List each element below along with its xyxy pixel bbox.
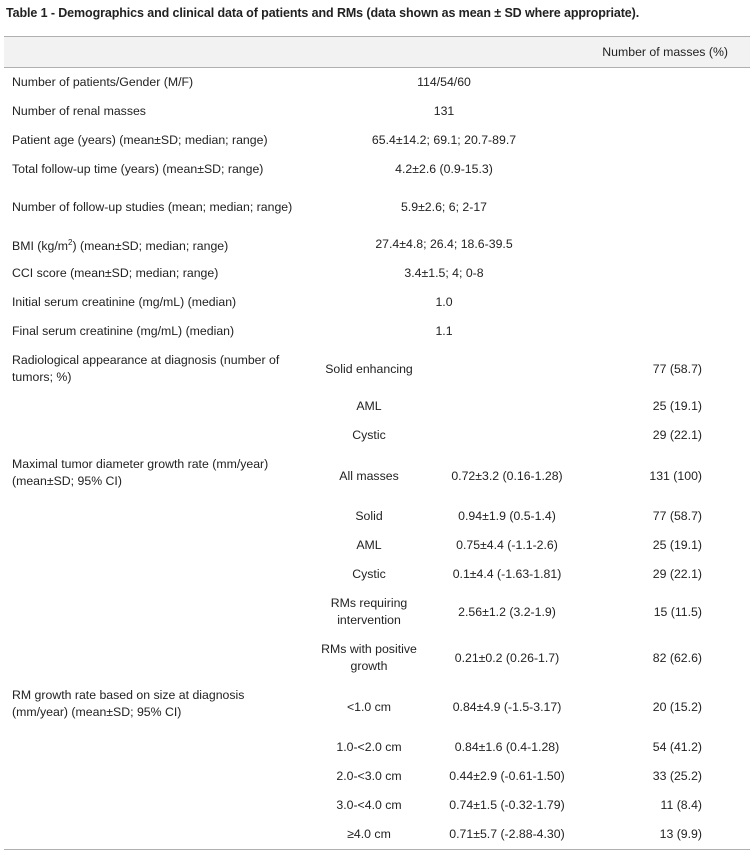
header-col-number-of-masses: Number of masses (%) <box>582 37 750 68</box>
table-row <box>4 392 750 421</box>
table-row <box>4 68 750 98</box>
row-subgroup: Cystic <box>352 428 386 442</box>
row-subgroup: 1.0-<2.0 cm <box>336 740 402 754</box>
row-subgroup: Cystic <box>352 567 386 581</box>
table-header-row <box>4 37 750 68</box>
row-value: 0.84±4.9 (-1.5-3.17) <box>452 699 562 714</box>
row-count: 25 (19.1) <box>652 399 702 413</box>
table-row <box>4 502 750 531</box>
row-value: 2.56±1.2 (3.2-1.9) <box>458 604 556 619</box>
row-label: Number of renal masses <box>12 104 146 118</box>
row-value: 0.84±1.6 (0.4-1.28) <box>454 740 560 754</box>
row-label: Initial serum creatinine (mg/mL) (median) <box>12 295 237 309</box>
row-count: 77 (58.7) <box>652 509 702 523</box>
row-value: 1.1 <box>435 324 453 338</box>
table-row <box>4 762 750 791</box>
table-row <box>4 346 750 392</box>
row-subgroup: All masses <box>339 468 399 483</box>
header-col-value <box>432 37 582 68</box>
row-count: 15 (11.5) <box>653 604 702 619</box>
row-label: RM growth rate based on size at diagnosis (mm/year) (mean±SD; 95% CI) <box>12 688 245 719</box>
table-row <box>4 155 750 184</box>
table-row <box>4 259 750 288</box>
header-col-parameter <box>4 37 306 68</box>
row-count: 33 (25.2) <box>652 769 702 783</box>
row-label: Number of follow-up studies (mean; median; range) <box>12 199 293 214</box>
row-label: CCI score (mean±SD; median; range) <box>12 266 219 280</box>
demographics-table <box>4 36 750 850</box>
row-count: 29 (22.1) <box>652 567 702 581</box>
table-row <box>4 184 750 230</box>
header-col-subgroup <box>306 37 432 68</box>
row-label: BMI $(kg/m^2)$ (mean±SD; median; range) <box>12 237 229 254</box>
row-value: 0.74±1.5 (-0.32-1.79) <box>449 798 565 812</box>
table-row <box>4 733 750 762</box>
table-row <box>4 450 750 502</box>
row-count: 20 (15.2) <box>652 699 702 714</box>
row-value: 0.75±4.4 (-1.1-2.6) <box>456 538 558 552</box>
row-value: 1.0 <box>435 295 453 309</box>
row-count: 13 (9.9) <box>582 820 750 850</box>
table-row <box>4 288 750 317</box>
table-row <box>4 230 750 259</box>
row-count: 25 (19.1) <box>652 538 702 552</box>
row-value: 0.94±1.9 (0.5-1.4) <box>458 509 556 523</box>
row-count: 82 (62.6) <box>652 650 702 665</box>
row-count: 131 (100) <box>649 468 702 483</box>
table-row <box>4 97 750 126</box>
table-caption: Table 1 - Demographics and clinical data of patients and RMs (data shown as mean ± SD where appropriate). <box>6 6 640 20</box>
row-subgroup: ≥4.0 cm <box>306 820 432 850</box>
row-label: Maximal tumor diameter growth rate (mm/year) (mean±SD; 95% CI) <box>12 457 269 488</box>
row-value: 0.71±5.7 (-2.88-4.30) <box>432 820 582 850</box>
row-value: 131 <box>433 104 455 118</box>
table-row <box>4 820 750 850</box>
row-subgroup: AML <box>356 399 382 413</box>
row-label: Final serum creatinine (mg/mL) (median) <box>12 324 235 338</box>
row-subgroup: Solid enhancing <box>325 361 413 376</box>
table-row <box>4 791 750 820</box>
table-row <box>4 681 750 733</box>
row-value <box>432 421 582 450</box>
table-row <box>4 421 750 450</box>
row-subgroup: AML <box>356 538 382 552</box>
row-value: 65.4±14.2; 69.1; 20.7-89.7 <box>371 133 517 147</box>
row-subgroup: RMs with positive growth <box>321 642 417 673</box>
table-row <box>4 589 750 635</box>
row-value: 0.1±4.4 (-1.63-1.81) <box>452 567 562 581</box>
row-count: 11 (8.4) <box>660 798 702 812</box>
row-value <box>432 392 582 421</box>
row-subgroup: 2.0-<3.0 cm <box>336 769 402 783</box>
row-subgroup: 3.0-<4.0 cm <box>336 798 402 812</box>
table-row <box>4 317 750 346</box>
row-value: 3.4±1.5; 4; 0-8 <box>404 266 484 280</box>
row-subgroup: RMs requiring intervention <box>330 596 408 627</box>
row-value: 114/54/60 <box>417 75 471 89</box>
row-count: 54 (41.2) <box>652 740 702 754</box>
row-subgroup: <1.0 cm <box>346 699 392 714</box>
row-value <box>432 346 582 392</box>
row-subgroup: Solid <box>355 509 383 523</box>
row-count: 77 (58.7) <box>652 361 702 376</box>
table-row <box>4 560 750 589</box>
row-label: Number of patients/Gender (M/F) <box>12 75 194 89</box>
row-value: 0.44±2.9 (-0.61-1.50) <box>449 769 565 783</box>
row-value: 27.4±4.8; 26.4; 18.6-39.5 <box>375 237 513 251</box>
row-value: 0.72±3.2 (0.16-1.28) <box>451 468 563 483</box>
row-count: 29 (22.1) <box>652 428 702 442</box>
table-row <box>4 635 750 681</box>
row-label: Radiological appearance at diagnosis (number of tumors; %) <box>12 353 280 384</box>
row-value: 4.2±2.6 (0.9-15.3) <box>395 162 493 176</box>
row-label: Patient age (years) (mean±SD; median; range) <box>12 133 268 147</box>
table-row <box>4 531 750 560</box>
row-value: 5.9±2.6; 6; 2-17 <box>400 199 488 214</box>
row-value: 0.21±0.2 (0.26-1.7) <box>454 650 560 665</box>
row-label: Total follow-up time (years) (mean±SD; range) <box>12 162 264 176</box>
table-row <box>4 126 750 155</box>
